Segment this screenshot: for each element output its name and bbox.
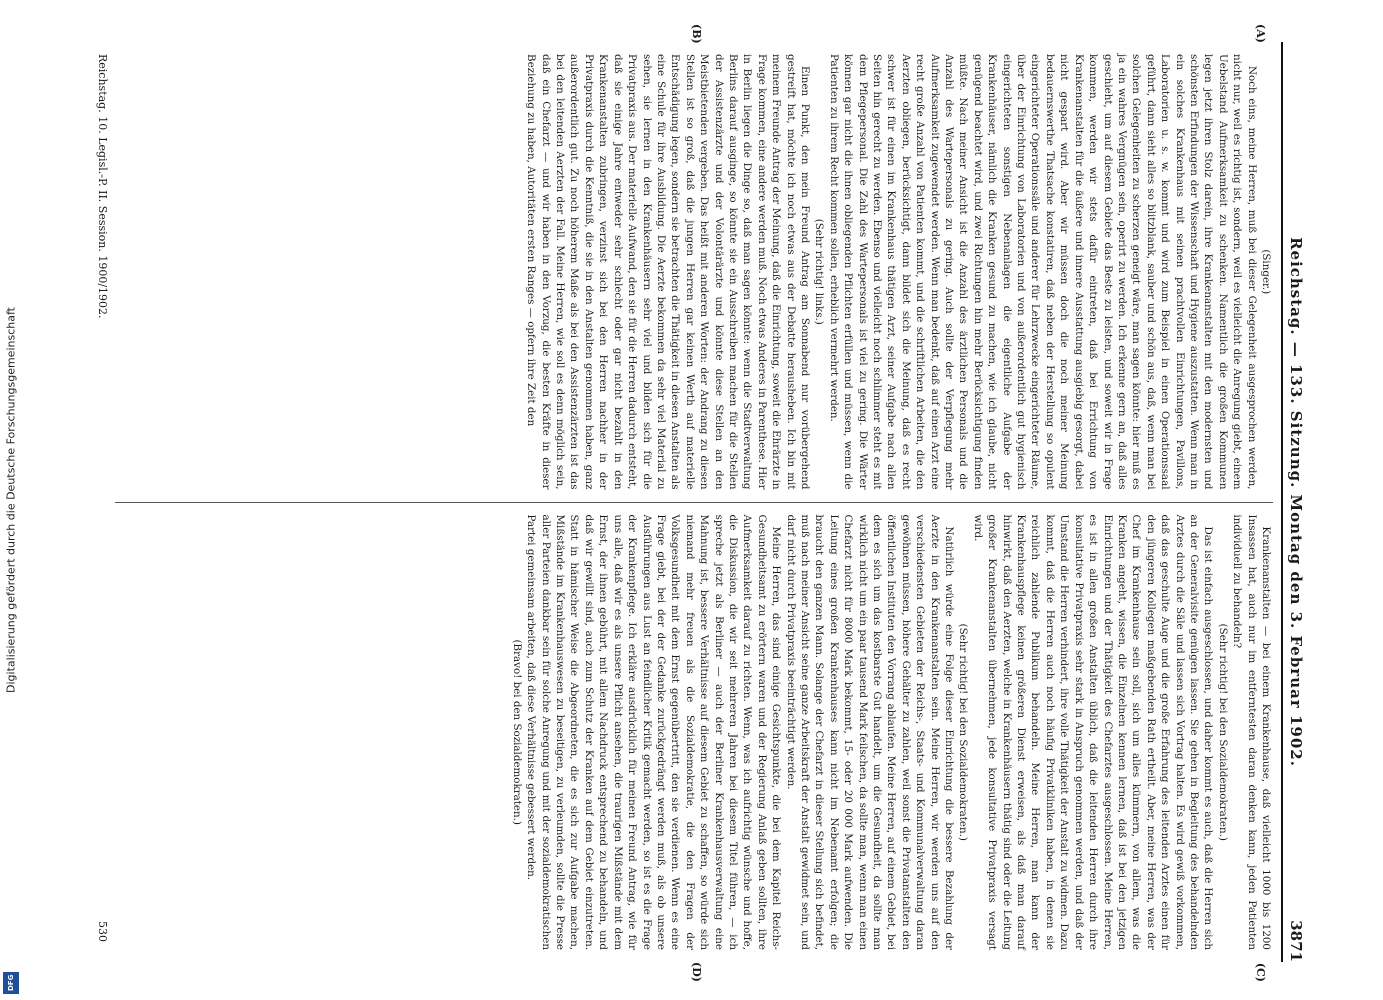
footer-session-info: Reichstag. 10. Legisl.-P. II. Session. 1900/1902. [96, 54, 109, 319]
page-footer [75, 42, 109, 962]
interjection: (Sehr richtig! bei den Sozialdemokraten.) [957, 623, 970, 841]
marker-c: (C) [1254, 962, 1267, 982]
marker-d: (D) [690, 962, 703, 982]
digitization-credit [0, 0, 22, 1000]
interjection: (Sehr richtig! bei den Sozialdemokraten.) [1216, 623, 1229, 841]
paragraph: Meine Herren, das sind einige Gesichtspunkte, die bei dem Kapitel Reichs-Gesundheitsamt zu erörtern waren und der Regierung Anlaß geben sollten, ihre Aufmerksamkeit darauf zu richten. Wenn, was ich aufrichtig wünsche und hoffe, die Diskussion, die wir seit mehreren Jahren bei diesem Titel führen, — ich spreche jetzt als Berliner — auch der Berliner Krankenhausverwaltung eine Mahnung ist, bessere Verhältnisse auf diesem Gebiet zu schaffen, so würde sich niemand mehr freuen als die Sozialdemokratie, die den Fragen der Volksgesundheit mit dem Ernst gegenübertritt, den sie verdienen. Wenn es eine Frage giebt, bei der der Gedanke zurückgedrängt werden muß, als ob unsere Ausführungen aus Lust an feindlicher Kritik gemacht werden, so ist es die Frage der Krankenpflege. Ich erkläre ausdrücklich für meinen Freund Antrag, wie für uns alle, daß wir es als unsere Pflicht ansehen, die traurigen Mißstände mit dem Ernst, der ihnen gebührt, mit allem Nachdruck entsprechend zu behandeln, und daß wir gewillt sind, auch zum Schutz der Kranken auf dem Gebiet einzutreten. Statt in hämischer Weise die Abgeordneten, die es sich zur Aufgabe machen, Mißstände im Krankenhauswesen zu beseitigen, zu verleumden, sollte die Presse aller Parteien dankbar sein für solche Anregung und mit der sozialdemokratischen Partei gemeinsam arbeiten, daß diese Verhältnisse gebessert werden. [525, 514, 783, 950]
speaker-name: (Singer.) [1260, 249, 1272, 295]
right-column [115, 502, 1273, 982]
scanned-page-area [60, 24, 1330, 982]
marker-b: (B) [690, 24, 703, 44]
header-page-number: 3871 [1287, 920, 1305, 962]
paragraph: Einen Punkt, den mein Freund Antrag am Sonnabend nur vorübergehend gestreift hat, möchte ich noch etwas aus der Debatte herausheben. Ich bin mit meinem Freunde Antrag der Meinung, daß die Einrichtung, soweit die Ehrärzte in Frage kommen, eine andere werden muß. Noch etwas Anderes in Parenthese. Hier in Berlin liegen die Dinge so, daß man sagen könnte: wenn die Stadtverwaltung Berlins darauf ausginge, so könnte sie ein Ausschreiben machen für die Stellen der Assistenzärzte und der Volontärärzte und könnte diese Stellen an den Meistbietenden vergeben. Das heißt mit anderen Worten: der Andrang zu diesen Stellen ist so groß, daß die jungen Herren gar keinen Werth auf materielle Entschädigung legen, sondern sie betrachten die Thätigkeit in diesen Anstalten als eine Schule für ihre Ausbildung. Die Aerzte bekommen da sehr viel Material zu sehen, sie lernen in den Krankenhäusern sehr viel und bilden sich für die Privatpraxis aus. Der materielle Aufwand, den sie für die Herren dadurch entsteht, daß sie einige Jahre entweder sehr schlecht oder gar nicht bezahlt in den Krankenanstalten zubringen, verzinst sich bei den Herren nachher in der Privatpraxis durch die Kenntniß, die sie in den Anstalten genommen haben, ganz außerordentlich gut. Zu noch höherem Maße als bei den Assistenzärzten ist das bei den leitenden Aerzten der Fall. Meine Herren, wie soll es denn möglich sein, daß ein Chefarzt — und wir haben in den Vorzug, die besten Kräfte in dieser Beziehung zu haben, Autoritäten ersten Ranges — opfern ihre Zeit den [525, 54, 811, 490]
paragraph: Krankenanstalten — bei einem Krankenhause, daß vielleicht 1000 bis 1200 Insassen hat, auch nur im entferntesten daran denken kann, jeden Patienten individuell zu behandeln? [1231, 514, 1272, 950]
page-header [1281, 42, 1315, 962]
left-column [115, 24, 1273, 502]
text-columns [115, 24, 1273, 982]
marker-a: (A) [1254, 24, 1267, 43]
paragraph: Noch eins, meine Herren, muß bei dieser Gelegenheit ausgesprochen werden, nicht nur, weil es richtig ist, sondern, weil es vielleicht die Anregung giebt, einem Uebelstand Aufmerksamkeit zu schenken. Namentlich die großen Kommunen legen jetzt ihren Stolz darein, ihre Krankenanstalten mit den modernsten und schönsten Erfindungen der Wissenschaft und Hygiene auszustatten. Wenn man in ein solches Krankenhaus mit seinen prachtvollen Einrichtungen, Pavillons, Laboratorien u. s. w. kommt und wird zum Beispiel in einen Operationssaal geführt, dann sieht alles so blitzblank, sauber und schön aus, daß, wenn man bei solchen Gelegenheiten zu scherzen geneigt wäre, man sagen könnte: hier muß es ja ein wahres Vergnügen sein, operirt zu werden. Ich erkenne gern an, daß alles geschieht, um auf diesem Gebiete das Beste zu leisten, und soweit wir in Frage kommen, werden wir stets dafür eintreten, daß bei Errichtung von Krankenanstalten für die äußere und innere Ausstattung ausgiebig gesorgt, dabei nicht gespart wird. Aber wir müssen doch die noch meiner Meinung bedauernswerthe Thatsache konstatiren, daß neben der Herstellung so opulent eingerichteter Operationssäle und anderer für Lehrzwecke eingerichteter Räume, über der Einrichtung von Laboratorien und von außerordentlich gut hygienisch eingerichteten sonstigen Nebenanlagen die eigentliche Aufgabe der Krankenhäuser, nämlich die Kranken gesund zu machen, wie ich glaube, nicht genügend beachtet wird, und zwei Richtungen hin mehr Berücksichtigung finden müßte. Nach meiner Ansicht ist die Anzahl des ärztlichen Personals und die Anzahl des Wartepersonals zu gering. Auch sollte der Verpflegung mehr Aufmerksamkeit zugewendet werden. Wenn man bedenkt, daß auf einen Arzt eine recht große Anzahl von Patienten kommt, und die schriftlichen Arbeiten, die den Aerzten obliegen, berücksichtigt, dann bildet sich die Meinung, daß es recht schwer ist für einen im Krankenhaus thätigen Arzt, seiner Aufgabe nach allen Seiten hin gerecht zu werden. Ebenso und vielleicht noch schlimmer steht es mit dem Pflegepersonal. Die Zahl des Wartepersonals ist viel zu gering. Die Wärter können gar nicht die ihnen obliegenden Pflichten erfüllen und müssen, wenn die Patienten zu ihrem Recht kommen sollen, erheblich vermehrt werden. [827, 54, 1258, 490]
newspaper-page [75, 24, 1315, 982]
paragraph: Natürlich würde eine Folge dieser Einrichtung die bessere Bezahlung der Aerzte in den Krankenanstalten sein. Meine Herren, wir werden uns auf den verschiedensten Gebieten der Reichs-, Staats- und Kommunalverwaltung daran gewöhnen müssen, höhere Gehälter zu zahlen, weil sonst die Privatanstalten den öffentlichen Instituten den Vorrang ablaufen. Meine Herren, auf einem Gebiet, bei dem es sich um das kostbarste Gut handelt, um die Gesundheit, da sollte man wirklich nicht um ein paar tausend Mark feilschen, da sollte man, wenn man einen Chefarzt nicht für 8000 Mark bekommt, 15- oder 20 000 Mark aufwenden. Die Leitung eines großen Krankenhauses kann nicht im Nebenamt erfolgen; die braucht den ganzen Mann. Solange der Chefarzt in dieser Stellung sich befindet, muß nach meiner Ansicht seine ganze Arbeitskraft der Anstalt gewidmet sein, und darf nicht durch Privatpraxis beeinträchtigt werden. [784, 514, 956, 950]
dfg-logo: DFG [3, 972, 19, 994]
footer-sheet-number: 530 [96, 921, 109, 942]
credit-text: Digitalisierung gefördert durch die Deutsche Forschungsgemeinschaft [4, 307, 18, 693]
paragraph: Das ist einfach ausgeschlossen, und daher kommt es auch, daß die Herren sich an der Generalvisite genügen lassen. Sie gehen in Begleitung des behandelnden Arztes durch die Säle und lassen sich Vortrag halten. Es wird gewiß vorkommen, daß das geschulte Auge und die große Erfahrung des leitenden Arztes einen für den jüngeren Kollegen maßgebenden Rath ertheilt. Aber, meine Herren, was der Chef im Krankenhause sein soll, sich um alles kümmern, von allem, was die Kranken angeht, wissen, die Einzelnen kennen lernen, daß ist bei den jetzigen Einrichtungen und der Thätigkeit des Chefarztes ausgeschlossen. Meine Herren, es ist in allen großen Anstalten üblich, daß die leitenden Herren durch ihre konsultative Privatpraxis sehr stark in Anspruch genommen werden, und daß der Umstand die Herren verhindert, ihre volle Thätigkeit der Anstalt zu widmen. Dazu kommt, daß die Herren auch noch häufig Privatkliniken haben, in denen sie reichlich zahlende Publikum behandeln. Meine Herren, man kann der Krankenhauspflege keinen größeren Dienst erweisen, als daß man darauf hinwirkt, daß den Aerzten, welche in Krankenhäusern thätig sind oder die Leitung großer Krankenanstalten übernehmen, jede konsultative Privatpraxis versagt wird. [971, 514, 1215, 950]
interjection: (Bravo! bei den Sozialdemokraten.) [510, 639, 523, 825]
header-title: Reichstag. — 133. Sitzung. Montag den 3. Februar 1902. [1287, 237, 1305, 767]
interjection: (Sehr richtig! links.) [813, 218, 826, 325]
